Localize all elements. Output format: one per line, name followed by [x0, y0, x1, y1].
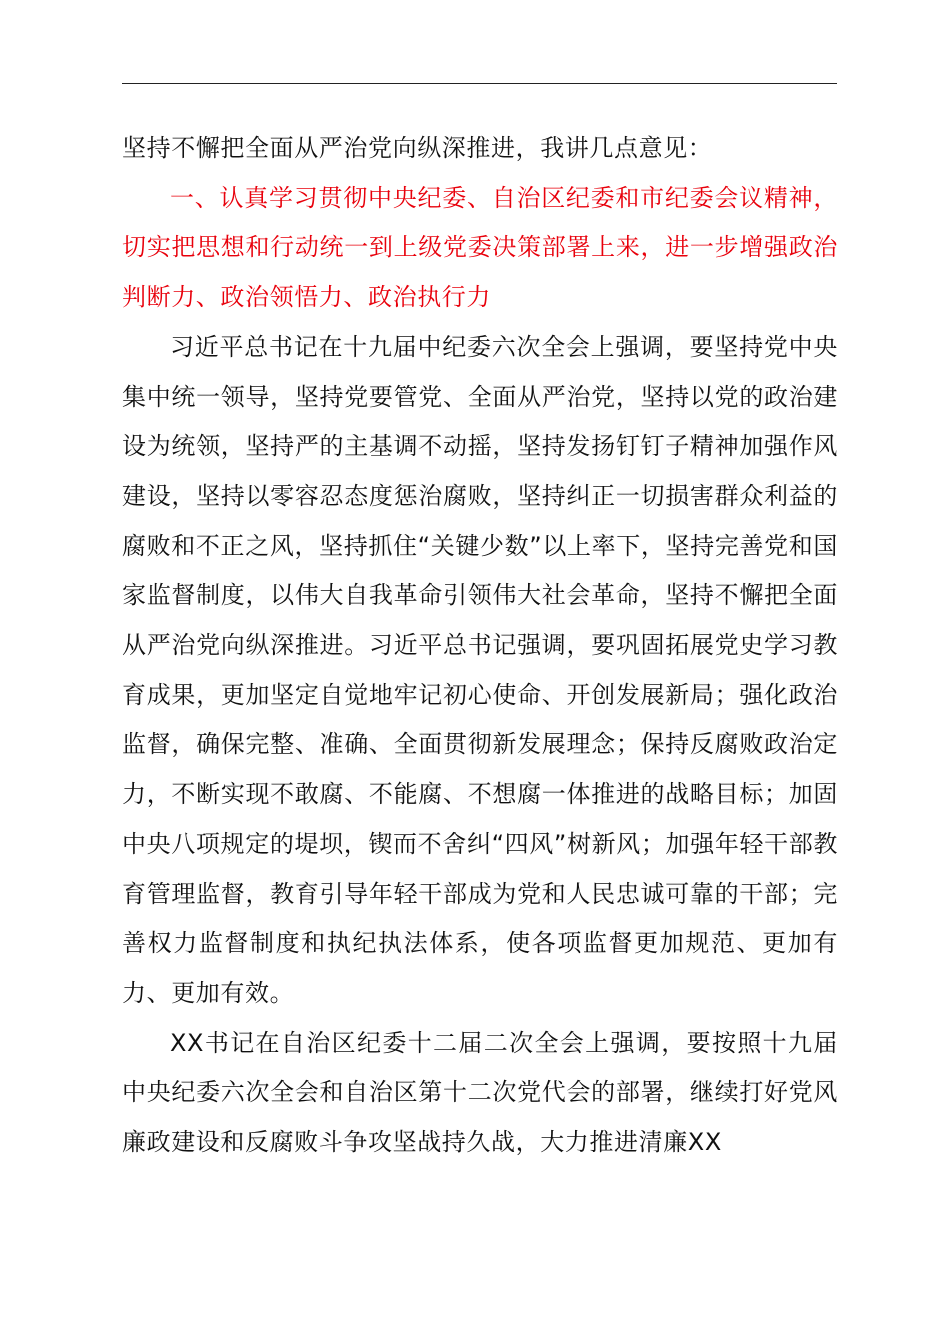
paragraph-2: XX书记在自治区纪委十二届二次全会上强调，要按照十九届中央纪委六次全会和自治区第十二次党代会的部署，继续打好党风廉政建设和反腐败斗争攻坚战持久战，大力推进清廉XX [122, 1028, 838, 1157]
header-rule [122, 83, 837, 84]
paragraph-1: 习近平总书记在十九届中纪委六次全会上强调，要坚持党中央集中统一领导，坚持党要管党、全面从严治党，坚持以党的政治建设为统领，坚持严的主基调不动摇，坚持发扬钉钉子精神加强作风建设，坚持以零容忍态度惩治腐败，坚持纠正一切损害群众利益的腐败和不正之风，坚持抓住“关键少数”以上率下，坚持完善党和国家监督制度，以伟大自我革命引领伟大社会革命，坚持不懈把全面从严治党向纵深推进。习近平总书记强调，要巩固拓展党史学习教育成果，更加坚定自觉地牢记初心使命、开创发展新局；强化政治监督，确保完整、准确、全面贯彻新发展理念；保持反腐败政治定力，不断实现不敢腐、不能腐、不想腐一体推进的战略目标；加固中央八项规定的堤坝，锲而不舍纠“四风”树新风；加强年轻干部教育管理监督，教育引导年轻干部成为党和人民忠诚可靠的干部；完善权力监督制度和执纪执法体系，使各项监督更加规范、更加有力、更加有效。 [122, 332, 838, 1007]
document-body [122, 124, 838, 1168]
intro-line: 坚持不懈把全面从严治党向纵深推进，我讲几点意见： [122, 134, 713, 162]
section-heading: 一、认真学习贯彻中央纪委、自治区纪委和市纪委会议精神，切实把思想和行动统一到上级党委决策部署上来，进一步增强政治判断力、政治领悟力、政治执行力 [122, 183, 838, 312]
